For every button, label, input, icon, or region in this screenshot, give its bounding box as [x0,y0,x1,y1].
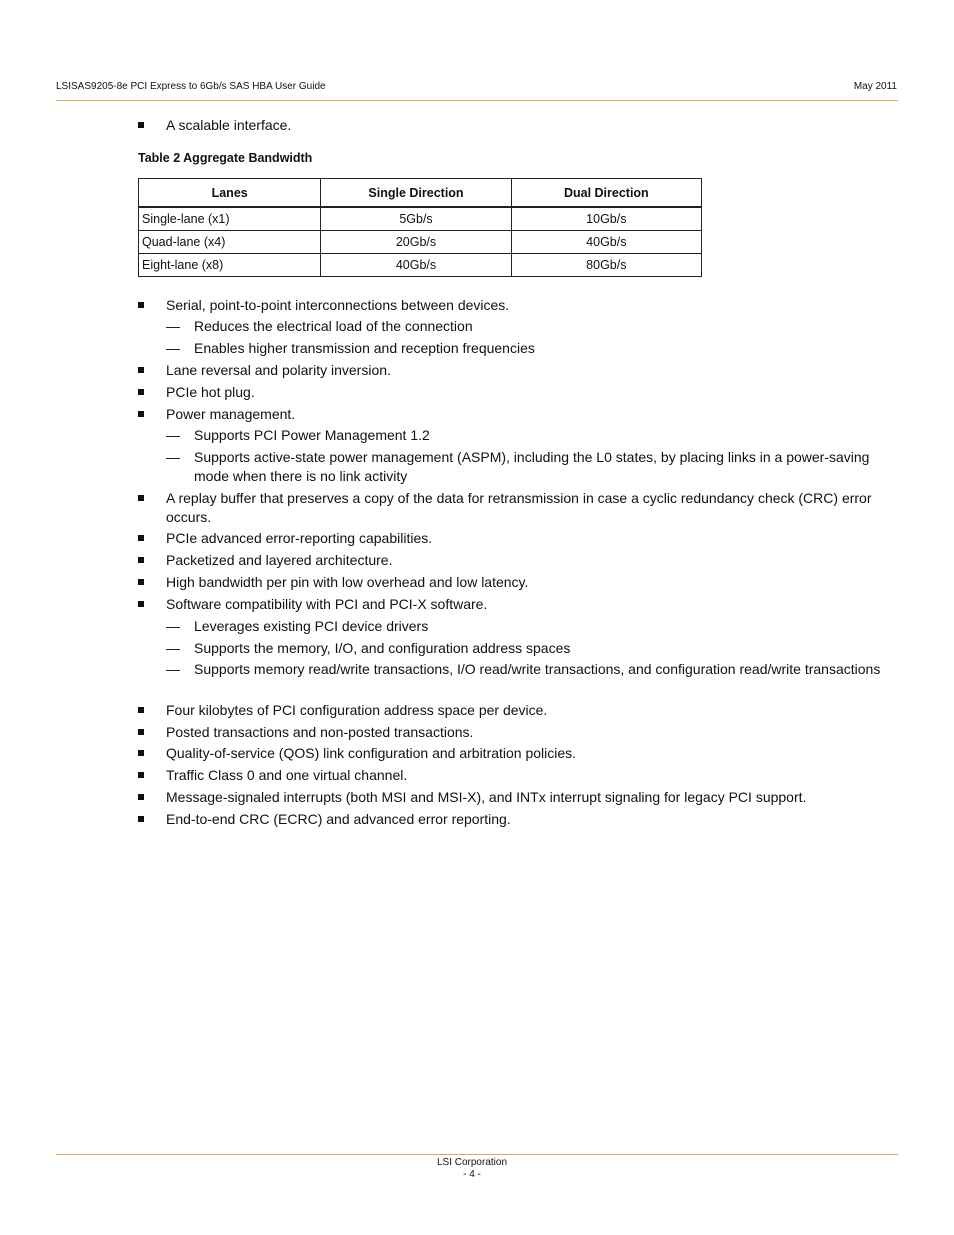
square-bullet-icon [138,302,144,308]
bullet-text: Message-signaled interrupts (both MSI and MSI-X), and INTx interrupt signaling for legacy PCI support. [166,789,807,805]
square-bullet-icon [138,794,144,800]
square-bullet-icon [138,495,144,501]
square-bullet-icon [138,411,144,417]
running-header-title: LSISAS9205-8e PCI Express to 6Gb/s SAS HBA User Guide [56,81,326,92]
square-bullet-icon [138,816,144,822]
square-bullet-icon [138,389,144,395]
column-header-single-direction: Single Direction [321,179,511,208]
em-dash-icon: — [166,618,180,634]
em-dash-icon: — [166,449,180,465]
table-row [139,231,702,254]
table-cell-lanes: Quad-lane (x4) [139,231,321,254]
em-dash-icon: — [166,661,180,677]
table-header-row [139,179,702,208]
bullet-text: Traffic Class 0 and one virtual channel. [166,767,408,783]
em-dash-icon: — [166,427,180,443]
sub-bullet-text: Enables higher transmission and reception frequencies [194,340,535,356]
sub-bullet-text: Supports memory read/write transactions, I/O read/write transactions, and configuration read/write transactions [194,661,881,677]
bullet-text: Posted transactions and non-posted transactions. [166,724,474,740]
sub-bullet-text: Supports the memory, I/O, and configuration address spaces [194,640,571,656]
square-bullet-icon [138,729,144,735]
aggregate-bandwidth-table [138,178,702,277]
table-cell-lanes: Eight-lane (x8) [139,254,321,277]
table-cell-dual: 80Gb/s [511,254,701,277]
column-header-lanes: Lanes [139,179,321,208]
header-divider [56,100,898,101]
square-bullet-icon [138,122,144,128]
table-cell-dual: 40Gb/s [511,231,701,254]
square-bullet-icon [138,557,144,563]
sub-bullet-text: Reduces the electrical load of the connection [194,318,473,334]
bullet-text: Quality-of-service (QOS) link configuration and arbitration policies. [166,745,577,761]
table-cell-single: 20Gb/s [321,231,511,254]
square-bullet-icon [138,772,144,778]
footer-company: LSI Corporation [436,1157,508,1168]
bullet-text: Lane reversal and polarity inversion. [166,362,391,378]
sub-bullet-text: Supports active-state power management (ASPM), including the L0 states, by placing links in a power-saving mode when there is no link activity [194,449,870,484]
table-caption: Table 2 Aggregate Bandwidth [138,151,313,165]
bullet-text: PCIe hot plug. [166,384,255,400]
bullet-text: Power management. [166,406,296,422]
bullet-text: End-to-end CRC (ECRC) and advanced error reporting. [166,811,511,827]
sub-bullet-text: Supports PCI Power Management 1.2 [194,427,430,443]
square-bullet-icon [138,750,144,756]
table-row [139,254,702,277]
table-cell-dual: 10Gb/s [511,207,701,231]
em-dash-icon: — [166,640,180,656]
table-cell-single: 5Gb/s [321,207,511,231]
square-bullet-icon [138,535,144,541]
bullet-text: High bandwidth per pin with low overhead and low latency. [166,574,529,590]
bullet-text: Four kilobytes of PCI configuration address space per device. [166,702,548,718]
column-header-dual-direction: Dual Direction [511,179,701,208]
square-bullet-icon [138,601,144,607]
sub-bullet-text: Leverages existing PCI device drivers [194,618,429,634]
running-header-date: May 2011 [853,81,897,92]
footer-divider [56,1154,898,1155]
square-bullet-icon [138,579,144,585]
bullet-text: A scalable interface. [166,117,292,133]
square-bullet-icon [138,367,144,373]
bullet-text: Packetized and layered architecture. [166,552,393,568]
bullet-text: PCIe advanced error-reporting capabilities. [166,530,433,546]
table-row [139,207,702,231]
table-cell-lanes: Single-lane (x1) [139,207,321,231]
table-cell-single: 40Gb/s [321,254,511,277]
bullet-text: Software compatibility with PCI and PCI-X software. [166,596,488,612]
page-number: - 4 - [463,1169,481,1180]
bullet-text: Serial, point-to-point interconnections between devices. [166,297,510,313]
bullet-text: A replay buffer that preserves a copy of the data for retransmission in case a cyclic redundancy check (CRC) error occurs. [166,490,872,525]
em-dash-icon: — [166,318,180,334]
square-bullet-icon [138,707,144,713]
em-dash-icon: — [166,340,180,356]
